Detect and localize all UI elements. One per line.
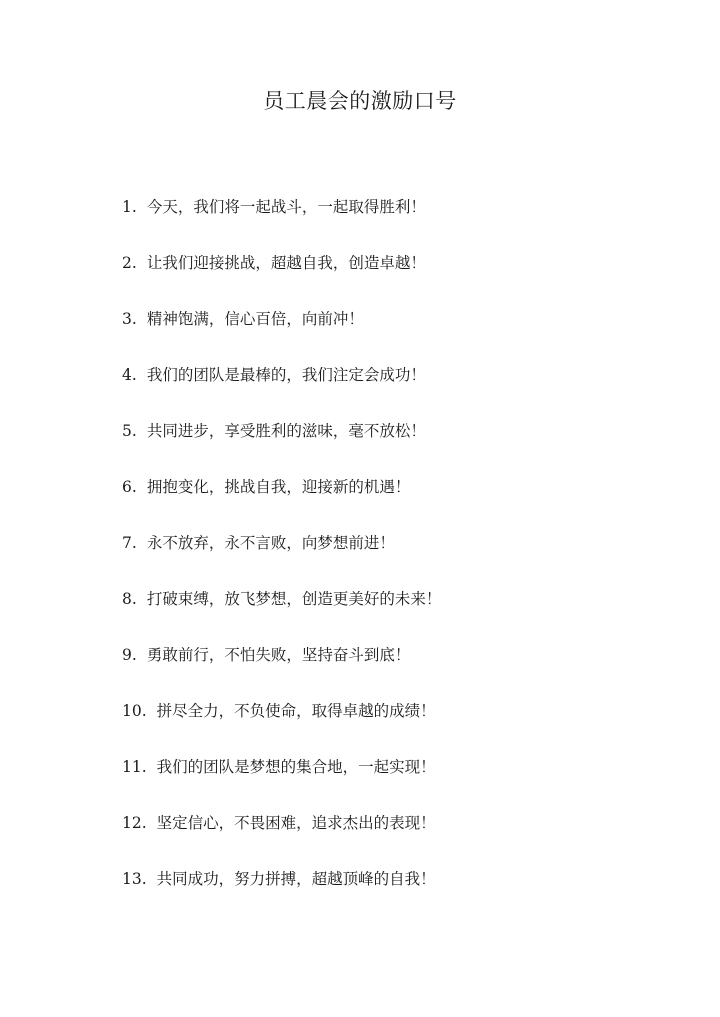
slogan-text: 让我们迎接挑战，超越自我，创造卓越！ — [146, 254, 426, 272]
slogan-number: 4 . — [122, 361, 137, 389]
slogan-number: 5 . — [122, 417, 137, 445]
slogan-number: 10 . — [122, 697, 147, 725]
slogan-item — [122, 697, 441, 753]
slogan-number: 13 . — [122, 865, 147, 893]
slogan-item — [122, 305, 441, 361]
slogan-item — [122, 361, 441, 417]
slogan-item — [122, 753, 441, 809]
slogan-number: 8 . — [122, 585, 137, 613]
slogan-number: 12 . — [122, 809, 147, 837]
slogan-text: 勇敢前行，不怕失败，坚持奋斗到底！ — [146, 646, 411, 664]
slogan-item — [122, 417, 441, 473]
slogan-text: 我们的团队是梦想的集合地，一起实现！ — [156, 758, 436, 776]
slogan-item — [122, 473, 441, 529]
slogan-number: 6 . — [122, 473, 137, 501]
slogan-item — [122, 193, 441, 249]
slogan-text: 今天，我们将一起战斗，一起取得胜利！ — [146, 198, 426, 216]
slogan-text: 打破束缚，放飞梦想，创造更美好的未来！ — [146, 590, 442, 608]
slogan-item — [122, 249, 441, 305]
slogan-number: 1 . — [122, 193, 137, 221]
slogan-item — [122, 585, 441, 641]
slogan-text: 拥抱变化，挑战自我，迎接新的机遇！ — [146, 478, 411, 496]
slogan-text: 永不放弃，永不言败，向梦想前进！ — [146, 534, 395, 552]
slogan-number: 2 . — [122, 249, 137, 277]
slogan-number: 3 . — [122, 305, 137, 333]
slogan-text: 拼尽全力，不负使命，取得卓越的成绩！ — [156, 702, 436, 720]
document-title: 员工晨会的激励口号 — [263, 89, 457, 113]
slogan-text: 我们的团队是最棒的，我们注定会成功！ — [146, 366, 426, 384]
slogan-text: 坚定信心，不畏困难，追求杰出的表现！ — [156, 814, 436, 832]
slogan-text: 精神饱满，信心百倍，向前冲！ — [146, 310, 364, 328]
slogan-item — [122, 641, 441, 697]
slogan-item — [122, 529, 441, 585]
slogan-list — [122, 193, 441, 921]
slogan-number: 11 . — [122, 753, 147, 781]
slogan-number: 7 . — [122, 529, 137, 557]
slogan-item — [122, 865, 441, 921]
slogan-text: 共同进步，享受胜利的滋味，毫不放松！ — [146, 422, 426, 440]
slogan-item — [122, 809, 441, 865]
slogan-number: 9 . — [122, 641, 137, 669]
slogan-text: 共同成功，努力拼搏，超越顶峰的自我！ — [156, 870, 436, 888]
